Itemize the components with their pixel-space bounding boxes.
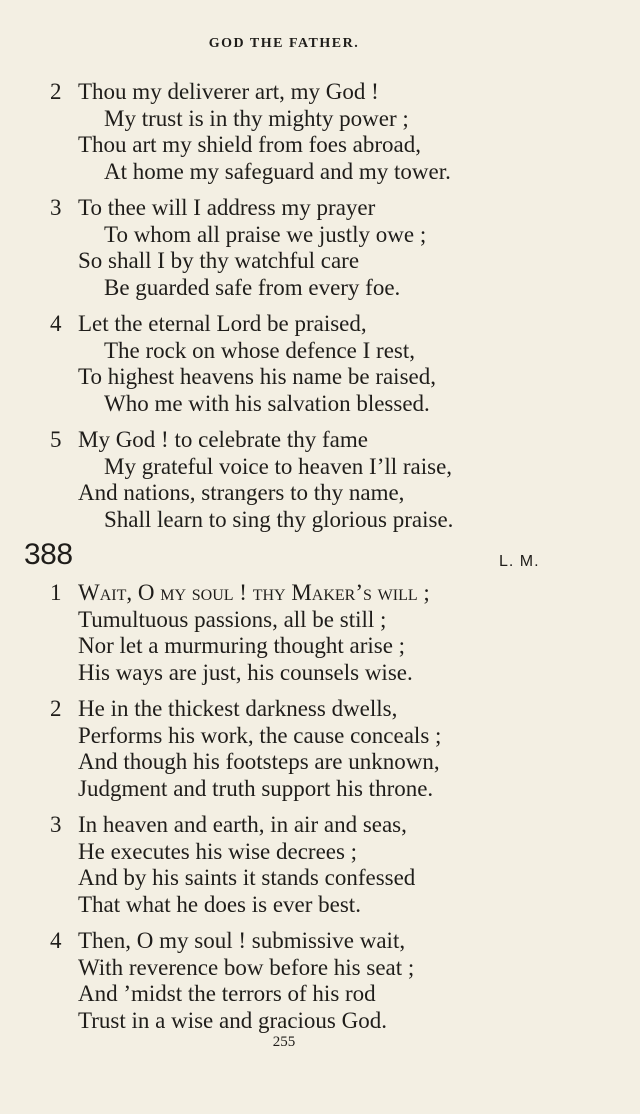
verse-line: Then, O my soul ! submissive wait, [78, 928, 406, 953]
stanza-number: 5 [50, 427, 62, 452]
verse-line: Shall learn to sing thy glorious praise. [104, 506, 454, 532]
verse-line: My trust is in thy mighty power ; [104, 105, 409, 131]
stanza-top-2 [0, 79, 600, 185]
verse-line: Who me with his salvation blessed. [104, 390, 430, 416]
hymn-stanza-1 [0, 580, 600, 686]
verse-line: And nations, strangers to thy name, [78, 480, 405, 506]
verse-line: His ways are just, his counsels wise. [78, 659, 413, 685]
hymn-stanza-4 [0, 928, 600, 1034]
verse-line: He in the thickest darkness dwells, [78, 696, 398, 721]
verse-line: My God ! to celebrate thy fame [78, 427, 368, 452]
stanza-number: 4 [50, 928, 62, 953]
verse-line: To highest heavens his name be raised, [78, 364, 436, 390]
verse-line: Wait, O my soul ! thy Maker’s will ; [78, 580, 430, 605]
verse-line: At home my safeguard and my tower. [104, 158, 451, 184]
verse-line: Nor let a murmuring thought arise ; [78, 633, 406, 659]
stanza-number: 3 [50, 195, 62, 220]
stanza-top-4 [0, 311, 600, 417]
verse-line: Tumultuous passions, all be still ; [78, 606, 387, 632]
stanza-number: 4 [50, 311, 62, 336]
verse-line: To whom all praise we justly owe ; [104, 221, 427, 247]
stanza-number: 2 [50, 79, 62, 104]
stanza-number: 1 [50, 580, 62, 605]
stanza-top-3 [0, 195, 600, 301]
stanza-top-5 [0, 427, 600, 533]
hymn-number: 388 [24, 538, 73, 571]
verse-line: That what he does is ever best. [78, 891, 361, 917]
verse-line: And ’midst the terrors of his rod [78, 981, 376, 1007]
verse-line: With reverence bow before his seat ; [78, 954, 415, 980]
verse-line: So shall I by thy watchful care [78, 248, 360, 274]
verse-line: Performs his work, the cause conceals ; [78, 722, 442, 748]
running-header: GOD THE FATHER. [208, 36, 360, 51]
verse-line: My grateful voice to heaven I’ll raise, [104, 453, 453, 479]
verse-line: And though his footsteps are unknown, [78, 749, 440, 775]
hymn-stanza-2 [0, 696, 600, 802]
verse-line: The rock on whose defence I rest, [104, 337, 416, 363]
verse-line: Thou art my shield from foes abroad, [78, 132, 421, 158]
page-number: 255 [272, 1034, 296, 1050]
verse-line: To thee will I address my prayer [78, 195, 376, 220]
verse-line: He executes his wise decrees ; [78, 838, 358, 864]
verse-line: Trust in a wise and gracious God. [78, 1007, 387, 1033]
verse-line: Judgment and truth support his throne. [78, 775, 434, 801]
verse-line: And by his saints it stands confessed [78, 865, 416, 891]
stanza-number: 2 [50, 696, 62, 721]
hymn-meter: L. M. [499, 553, 540, 570]
verse-line: Let the eternal Lord be praised, [78, 311, 367, 336]
hymn-stanza-3 [0, 812, 600, 918]
stanza-number: 3 [50, 812, 62, 837]
verse-line: Be guarded safe from every foe. [104, 274, 401, 300]
verse-line: Thou my deliverer art, my God ! [78, 79, 379, 104]
verse-line: In heaven and earth, in air and seas, [78, 812, 407, 837]
